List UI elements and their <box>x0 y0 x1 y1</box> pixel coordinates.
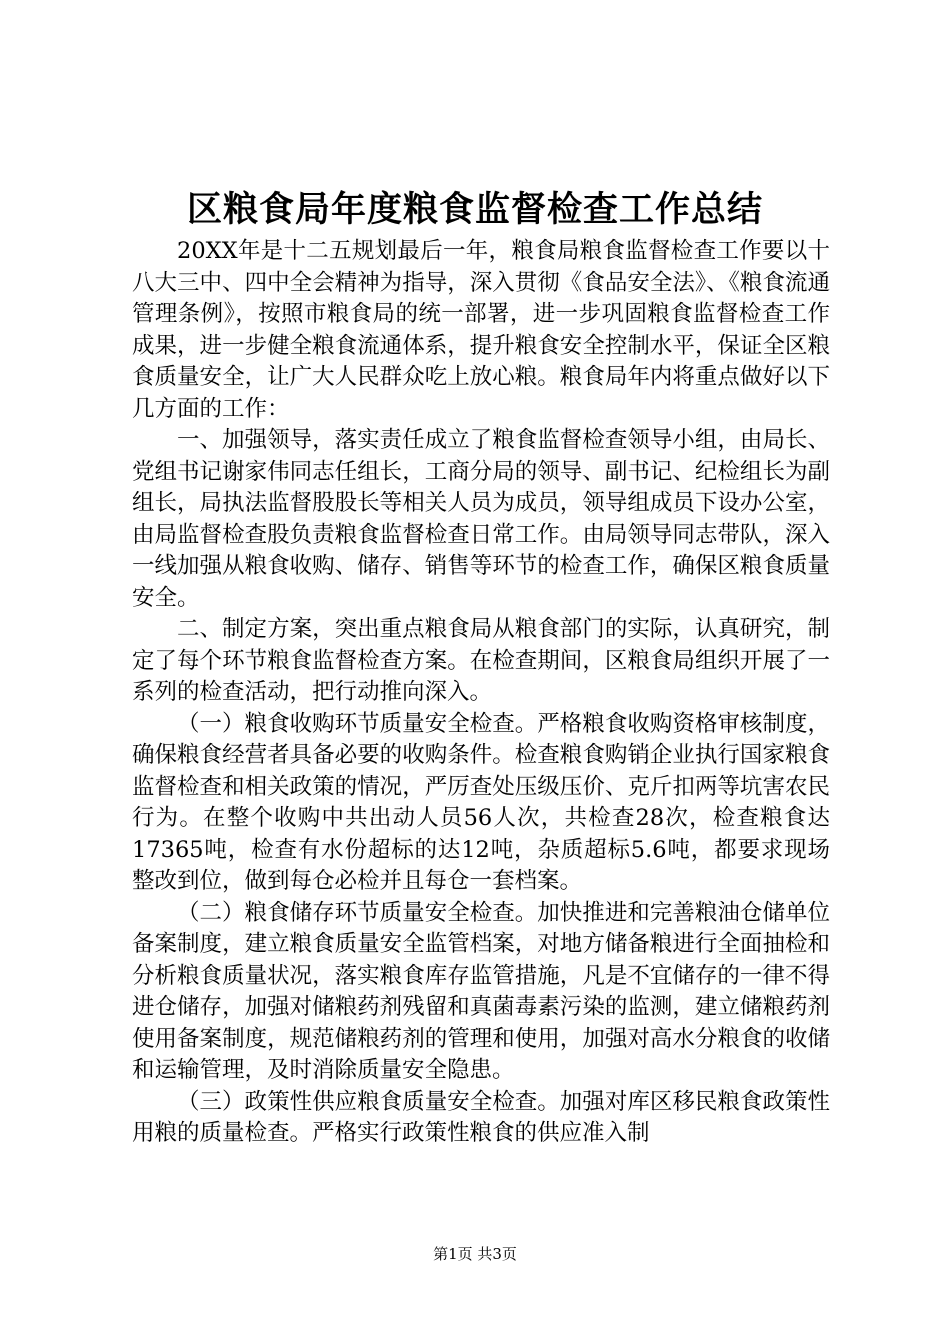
paragraph-subsection-3: （三）政策性供应粮食质量安全检查。加强对库区移民粮食政策性用粮的质量检查。严格实行政策性粮食的供应准入制 <box>132 1088 830 1146</box>
paragraph-intro: 20XX年是十二五规划最后一年，粮食局粮食监督检查工作要以十八大三中、四中全会精神为指导，深入贯彻《食品安全法》、《粮食流通管理条例》，按照市粮食局的统一部署，进一步巩固粮食监督检查工作成果，进一步健全粮食流通体系，提升粮食安全控制水平，保证全区粮食质量安全，让广大人民群众吃上放心粮。粮食局年内将重点做好以下几方面的工作： <box>132 238 830 422</box>
document-body <box>132 236 830 1150</box>
paragraph-section-2: 二、制定方案，突出重点粮食局从粮食部门的实际，认真研究，制定了每个环节粮食监督检查方案。在检查期间，区粮食局组织开展了一系列的检查活动，把行动推向深入。 <box>132 616 830 705</box>
paragraph-subsection-1: （一）粮食收购环节质量安全检查。严格粮食收购资格审核制度，确保粮食经营者具备必要的收购条件。检查粮食购销企业执行国家粮食监督检查和相关政策的情况，严厉查处压级压价、克斤扣两等坑害农民行为。在整个收购中共出动人员56人次，共检查28次，检查粮食达17365吨，检查有水份超标的达12吨，杂质超标5.6吨，都要求现场整改到位，做到每仓必检并且每仓一套档案。 <box>132 710 830 894</box>
page-number-footer: 第1页 共3页 <box>433 1245 517 1263</box>
document-title: 区粮食局年度粮食监督检查工作总结 <box>186 189 763 230</box>
paragraph-section-1: 一、加强领导，落实责任成立了粮食监督检查领导小组，由局长、党组书记谢家伟同志任组长，工商分局的领导、副书记、纪检组长为副组长，局执法监督股股长等相关人员为成员，领导组成员下设办公室，由局监督检查股负责粮食监督检查日常工作。由局领导同志带队，深入一线加强从粮食收购、储存、销售等环节的检查工作，确保区粮食质量安全。 <box>132 427 830 611</box>
paragraph-subsection-2: （二）粮食储存环节质量安全检查。加快推进和完善粮油仓储单位备案制度，建立粮食质量安全监管档案，对地方储备粮进行全面抽检和分析粮食质量状况，落实粮食库存监管措施，凡是不宜储存的一律不得进仓储存，加强对储粮药剂残留和真菌毒素污染的监测，建立储粮药剂使用备案制度，规范储粮药剂的管理和使用，加强对高水分粮食的收储和运输管理，及时消除质量安全隐患。 <box>132 899 830 1083</box>
